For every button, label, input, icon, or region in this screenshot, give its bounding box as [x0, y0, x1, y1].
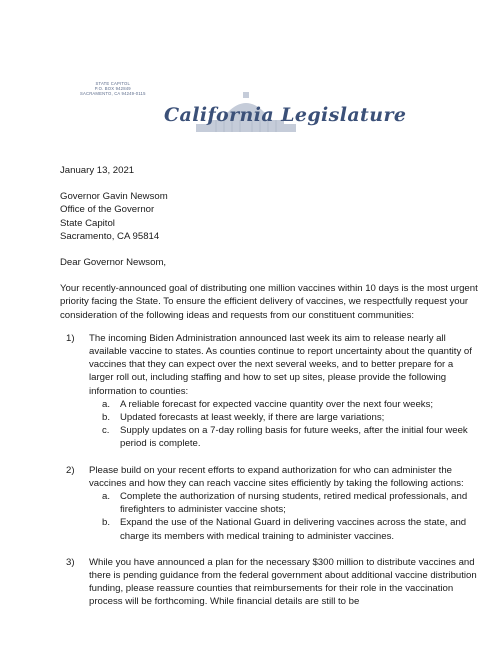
- request-number: 1): [66, 332, 75, 344]
- sub-text: Updated forecasts at least weekly, if there are large variations;: [120, 412, 385, 424]
- recipient-line: Office of the Governor: [60, 204, 155, 216]
- sub-text: Supply updates on a 7-day rolling basis for future weeks, after the initial four week period is complete.: [120, 425, 468, 450]
- sub-item: [89, 490, 480, 516]
- sub-list: [89, 398, 480, 451]
- sub-letter: a.: [102, 398, 111, 410]
- sub-letter: c.: [102, 425, 110, 437]
- request-text: Please build on your recent efforts to expand authorization for who can administer the vaccines and how they can reach vaccine sites efficiently by taking the following actions:: [89, 464, 464, 489]
- california-legislature-logo-text: California Legislature: [164, 104, 407, 126]
- sub-letter: a.: [102, 491, 111, 503]
- return-address-line: P.O. BOX 942849: [94, 86, 131, 92]
- sub-item: [89, 398, 480, 411]
- sub-item: [89, 411, 480, 424]
- request-text: While you have announced a plan for the necessary $300 million to distribute vaccines and there is pending guidance from the federal government about additional vaccine distribution funding, please reassure counties that reimbursements for their role in the vaccination process will be forthcoming. While financial details are still to be: [89, 556, 477, 608]
- sub-text: Expand the use of the National Guard in delivering vaccines across the state, and charge its members with medical training to administer vaccines.: [120, 517, 467, 542]
- return-address: [80, 81, 146, 97]
- request-number: 3): [66, 556, 75, 568]
- recipient-line: Sacramento, CA 95814: [60, 230, 160, 242]
- request-item: [60, 464, 480, 543]
- sub-letter: b.: [102, 517, 111, 529]
- return-address-line: STATE CAPITOL: [95, 81, 131, 86]
- sub-list: [89, 490, 480, 543]
- recipient-line: State Capitol: [60, 217, 115, 229]
- recipient-line: Governor Gavin Newsom: [60, 191, 168, 203]
- salutation: Dear Governor Newsom,: [60, 257, 167, 269]
- return-address-line: SACRAMENTO, CA 94249-0115: [80, 91, 146, 97]
- sub-text: A reliable forecast for expected vaccine quantity over the next four weeks;: [120, 398, 434, 410]
- sub-text: Complete the authorization of nursing students, retired medical professionals, and firefighters to administer vaccine shots;: [120, 491, 468, 516]
- sub-item: [89, 424, 480, 450]
- request-item: [60, 556, 480, 609]
- sub-item: [89, 516, 480, 542]
- request-text: The incoming Biden Administration announced last week its aim to release nearly all available vaccine to states. As counties continue to report uncertainty about the quantity of vaccines that they can expect over the next several weeks, and to better prepare for a larger roll out, including staffing and how to set up sites, please provide the following information to counties:: [89, 332, 472, 397]
- request-item: [60, 332, 480, 451]
- intro-paragraph: Your recently-announced goal of distributing one million vaccines within 10 days is the most urgent priority facing the State. To ensure the efficient delivery of vaccines, we respectfully request your consideration of the following ideas and requests from our constituent communities:: [60, 283, 478, 321]
- sub-letter: b.: [102, 412, 111, 424]
- letter-date: January 13, 2021: [60, 165, 135, 176]
- request-list: [60, 332, 480, 609]
- recipient-address: [60, 190, 480, 243]
- letter-body: [60, 164, 480, 622]
- request-number: 2): [66, 464, 75, 476]
